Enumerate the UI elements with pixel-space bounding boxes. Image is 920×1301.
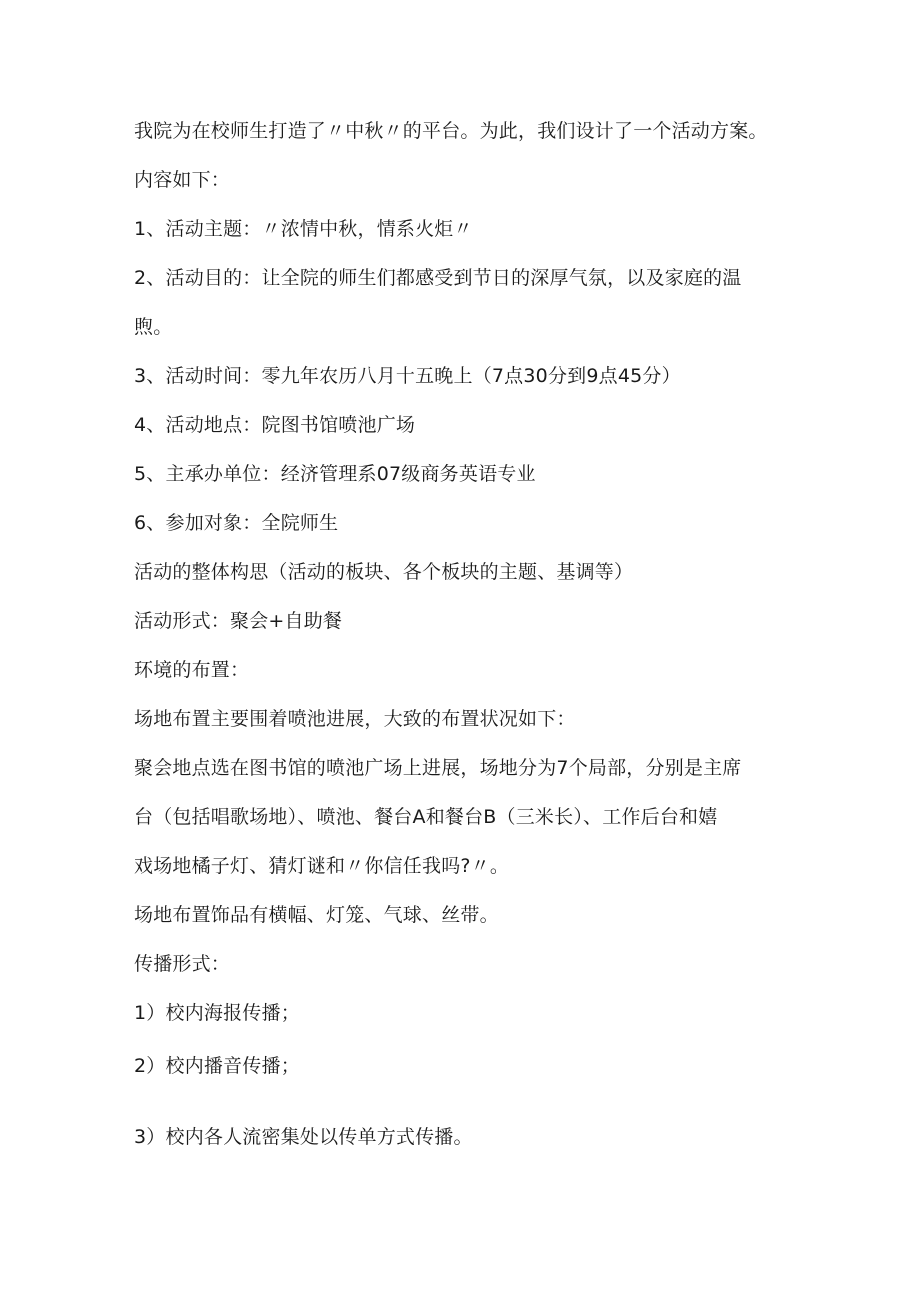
venue-layout-intro: 场地布置主要围着喷池进展，大致的布置状况如下：: [134, 708, 576, 730]
item-purpose: 2、活动目的：让全院的师生们都感受到节日的深厚气氛，以及家庭的温: [134, 267, 742, 289]
venue-layout-line-3: 戏场地橘子灯、猜灯谜和〃你信任我吗?〃。: [134, 855, 510, 877]
item-location: 4、活动地点：院图书馆喷池广场: [134, 414, 416, 436]
promotion-item-1: 1）校内海报传播；: [134, 1002, 300, 1024]
venue-layout-line-1: 聚会地点选在图书馆的喷池广场上进展，场地分为7个局部，分别是主席: [134, 757, 742, 779]
item-theme: 1、活动主题：〃浓情中秋，情系火炬〃: [134, 218, 473, 240]
overall-concept: 活动的整体构思（活动的板块、各个板块的主题、基调等）: [134, 561, 634, 583]
venue-layout-line-2: 台（包括唱歌场地）、喷池、餐台A和餐台B（三米长）、工作后台和嬉: [134, 806, 718, 828]
environment-heading: 环境的布置：: [134, 659, 250, 681]
decorations: 场地布置饰品有横幅、灯笼、气球、丝带。: [134, 904, 499, 926]
content-heading: 内容如下：: [134, 169, 231, 191]
activity-format: 活动形式：聚会+自助餐: [134, 610, 343, 632]
promotion-item-3: 3）校内各人流密集处以传单方式传播。: [134, 1126, 473, 1148]
promotion-heading: 传播形式：: [134, 953, 231, 975]
promotion-item-2: 2）校内播音传播；: [134, 1055, 300, 1077]
item-organizer: 5、主承办单位：经济管理系07级商务英语专业: [134, 463, 536, 485]
item-participants: 6、参加对象：全院师生: [134, 512, 339, 534]
item-purpose-continued: 煦。: [134, 316, 173, 338]
item-time: 3、活动时间：零九年农历八月十五晚上（7点30分到9点45分）: [134, 365, 681, 387]
intro-paragraph: 我院为在校师生打造了〃中秋〃的平台。为此，我们设计了一个活动方案。: [134, 120, 768, 142]
